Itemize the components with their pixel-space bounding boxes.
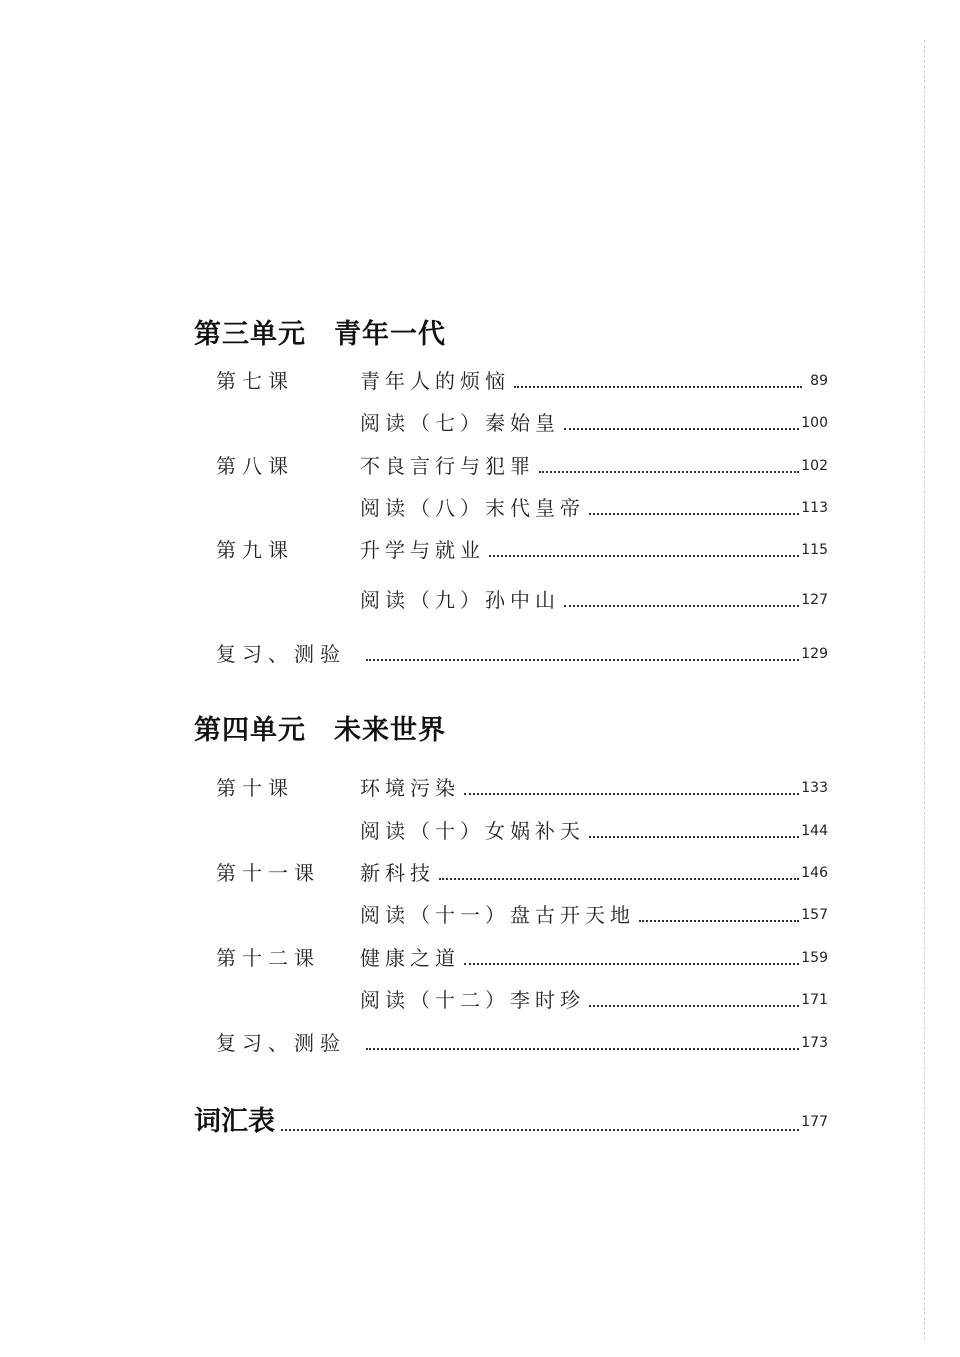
dot-leader [439, 878, 799, 880]
dot-leader [514, 386, 802, 388]
toc-row[interactable] [0, 536, 960, 564]
toc-entry[interactable] [360, 986, 828, 1014]
toc-row[interactable] [0, 452, 960, 480]
review-label: 复习、测验 [216, 642, 346, 666]
unit-number: 第四单元 [194, 715, 306, 746]
entry-title: 阅读（十一）盘古开天地 [360, 903, 635, 927]
lesson-label: 第十二课 [216, 946, 320, 970]
toc-row[interactable] [0, 774, 960, 802]
entry-title: 阅读（九）孙中山 [360, 588, 560, 612]
toc-row[interactable] [0, 901, 960, 929]
unit-heading [194, 708, 446, 747]
page-number: 177 [801, 1114, 828, 1130]
entry-title: 环境污染 [360, 776, 460, 800]
entry-title: 新科技 [360, 861, 435, 885]
toc-entry[interactable] [360, 452, 828, 480]
toc-row[interactable] [0, 986, 960, 1014]
page-number: 171 [801, 992, 828, 1008]
dot-leader [564, 605, 799, 607]
page-number: 89 [810, 373, 828, 389]
toc-entry[interactable] [360, 536, 828, 564]
dot-leader [589, 836, 799, 838]
toc-entry[interactable] [360, 817, 828, 845]
entry-title: 阅读（十）女娲补天 [360, 819, 585, 843]
toc-entry[interactable] [360, 586, 828, 614]
page-number: 100 [801, 415, 828, 431]
entry-title: 阅读（十二）李时珍 [360, 988, 585, 1012]
entry-title: 健康之道 [360, 946, 460, 970]
page-number: 115 [801, 542, 828, 558]
glossary-title: 词汇表 [194, 1106, 275, 1137]
toc-entry[interactable] [360, 409, 828, 437]
dot-leader [639, 920, 799, 922]
dot-leader [464, 793, 799, 795]
toc-review-row[interactable] [0, 640, 960, 668]
toc-entry[interactable] [360, 859, 828, 887]
lesson-label: 第七课 [216, 369, 294, 393]
page-number: 157 [801, 907, 828, 923]
entry-title: 阅读（七）秦始皇 [360, 411, 560, 435]
dot-leader [489, 555, 799, 557]
page-number: 127 [801, 592, 828, 608]
lesson-label: 第十一课 [216, 861, 320, 885]
toc-row[interactable] [0, 586, 960, 614]
page-number: 159 [801, 950, 828, 966]
page-number: 173 [801, 1035, 828, 1051]
toc-row[interactable] [0, 944, 960, 972]
toc-row[interactable] [0, 409, 960, 437]
page-number: 129 [801, 646, 828, 662]
dot-leader [539, 471, 799, 473]
toc-row[interactable] [0, 817, 960, 845]
page-number: 133 [801, 780, 828, 796]
unit-name: 未来世界 [334, 715, 446, 746]
toc-row[interactable] [0, 859, 960, 887]
dot-leader [564, 428, 799, 430]
toc-review-row[interactable] [0, 1029, 960, 1057]
entry-title: 青年人的烦恼 [360, 369, 510, 393]
toc-entry[interactable] [366, 1029, 828, 1057]
entry-title: 升学与就业 [360, 538, 485, 562]
toc-glossary-row[interactable] [194, 1104, 828, 1140]
toc-entry[interactable] [360, 494, 828, 522]
unit-heading [194, 312, 446, 351]
dot-leader [366, 1048, 799, 1050]
dot-leader [464, 963, 799, 965]
toc-entry[interactable] [360, 774, 828, 802]
lesson-label: 第十课 [216, 776, 294, 800]
toc-entry[interactable] [366, 640, 828, 668]
dot-leader [366, 659, 799, 661]
lesson-label: 第八课 [216, 454, 294, 478]
dot-leader [281, 1129, 799, 1131]
lesson-label: 第九课 [216, 538, 294, 562]
toc-entry[interactable] [360, 901, 828, 929]
entry-title: 不良言行与犯罪 [360, 454, 535, 478]
toc-entry[interactable] [360, 367, 828, 395]
page-number: 144 [801, 823, 828, 839]
toc-row[interactable] [0, 367, 960, 395]
toc-entry[interactable] [360, 944, 828, 972]
page-number: 113 [801, 500, 828, 516]
unit-name: 青年一代 [334, 319, 446, 350]
review-label: 复习、测验 [216, 1031, 346, 1055]
entry-title: 阅读（八）末代皇帝 [360, 496, 585, 520]
toc-row[interactable] [0, 494, 960, 522]
unit-number: 第三单元 [194, 319, 306, 350]
dot-leader [589, 513, 799, 515]
page-number: 102 [801, 458, 828, 474]
dot-leader [589, 1005, 799, 1007]
page-number: 146 [801, 865, 828, 881]
